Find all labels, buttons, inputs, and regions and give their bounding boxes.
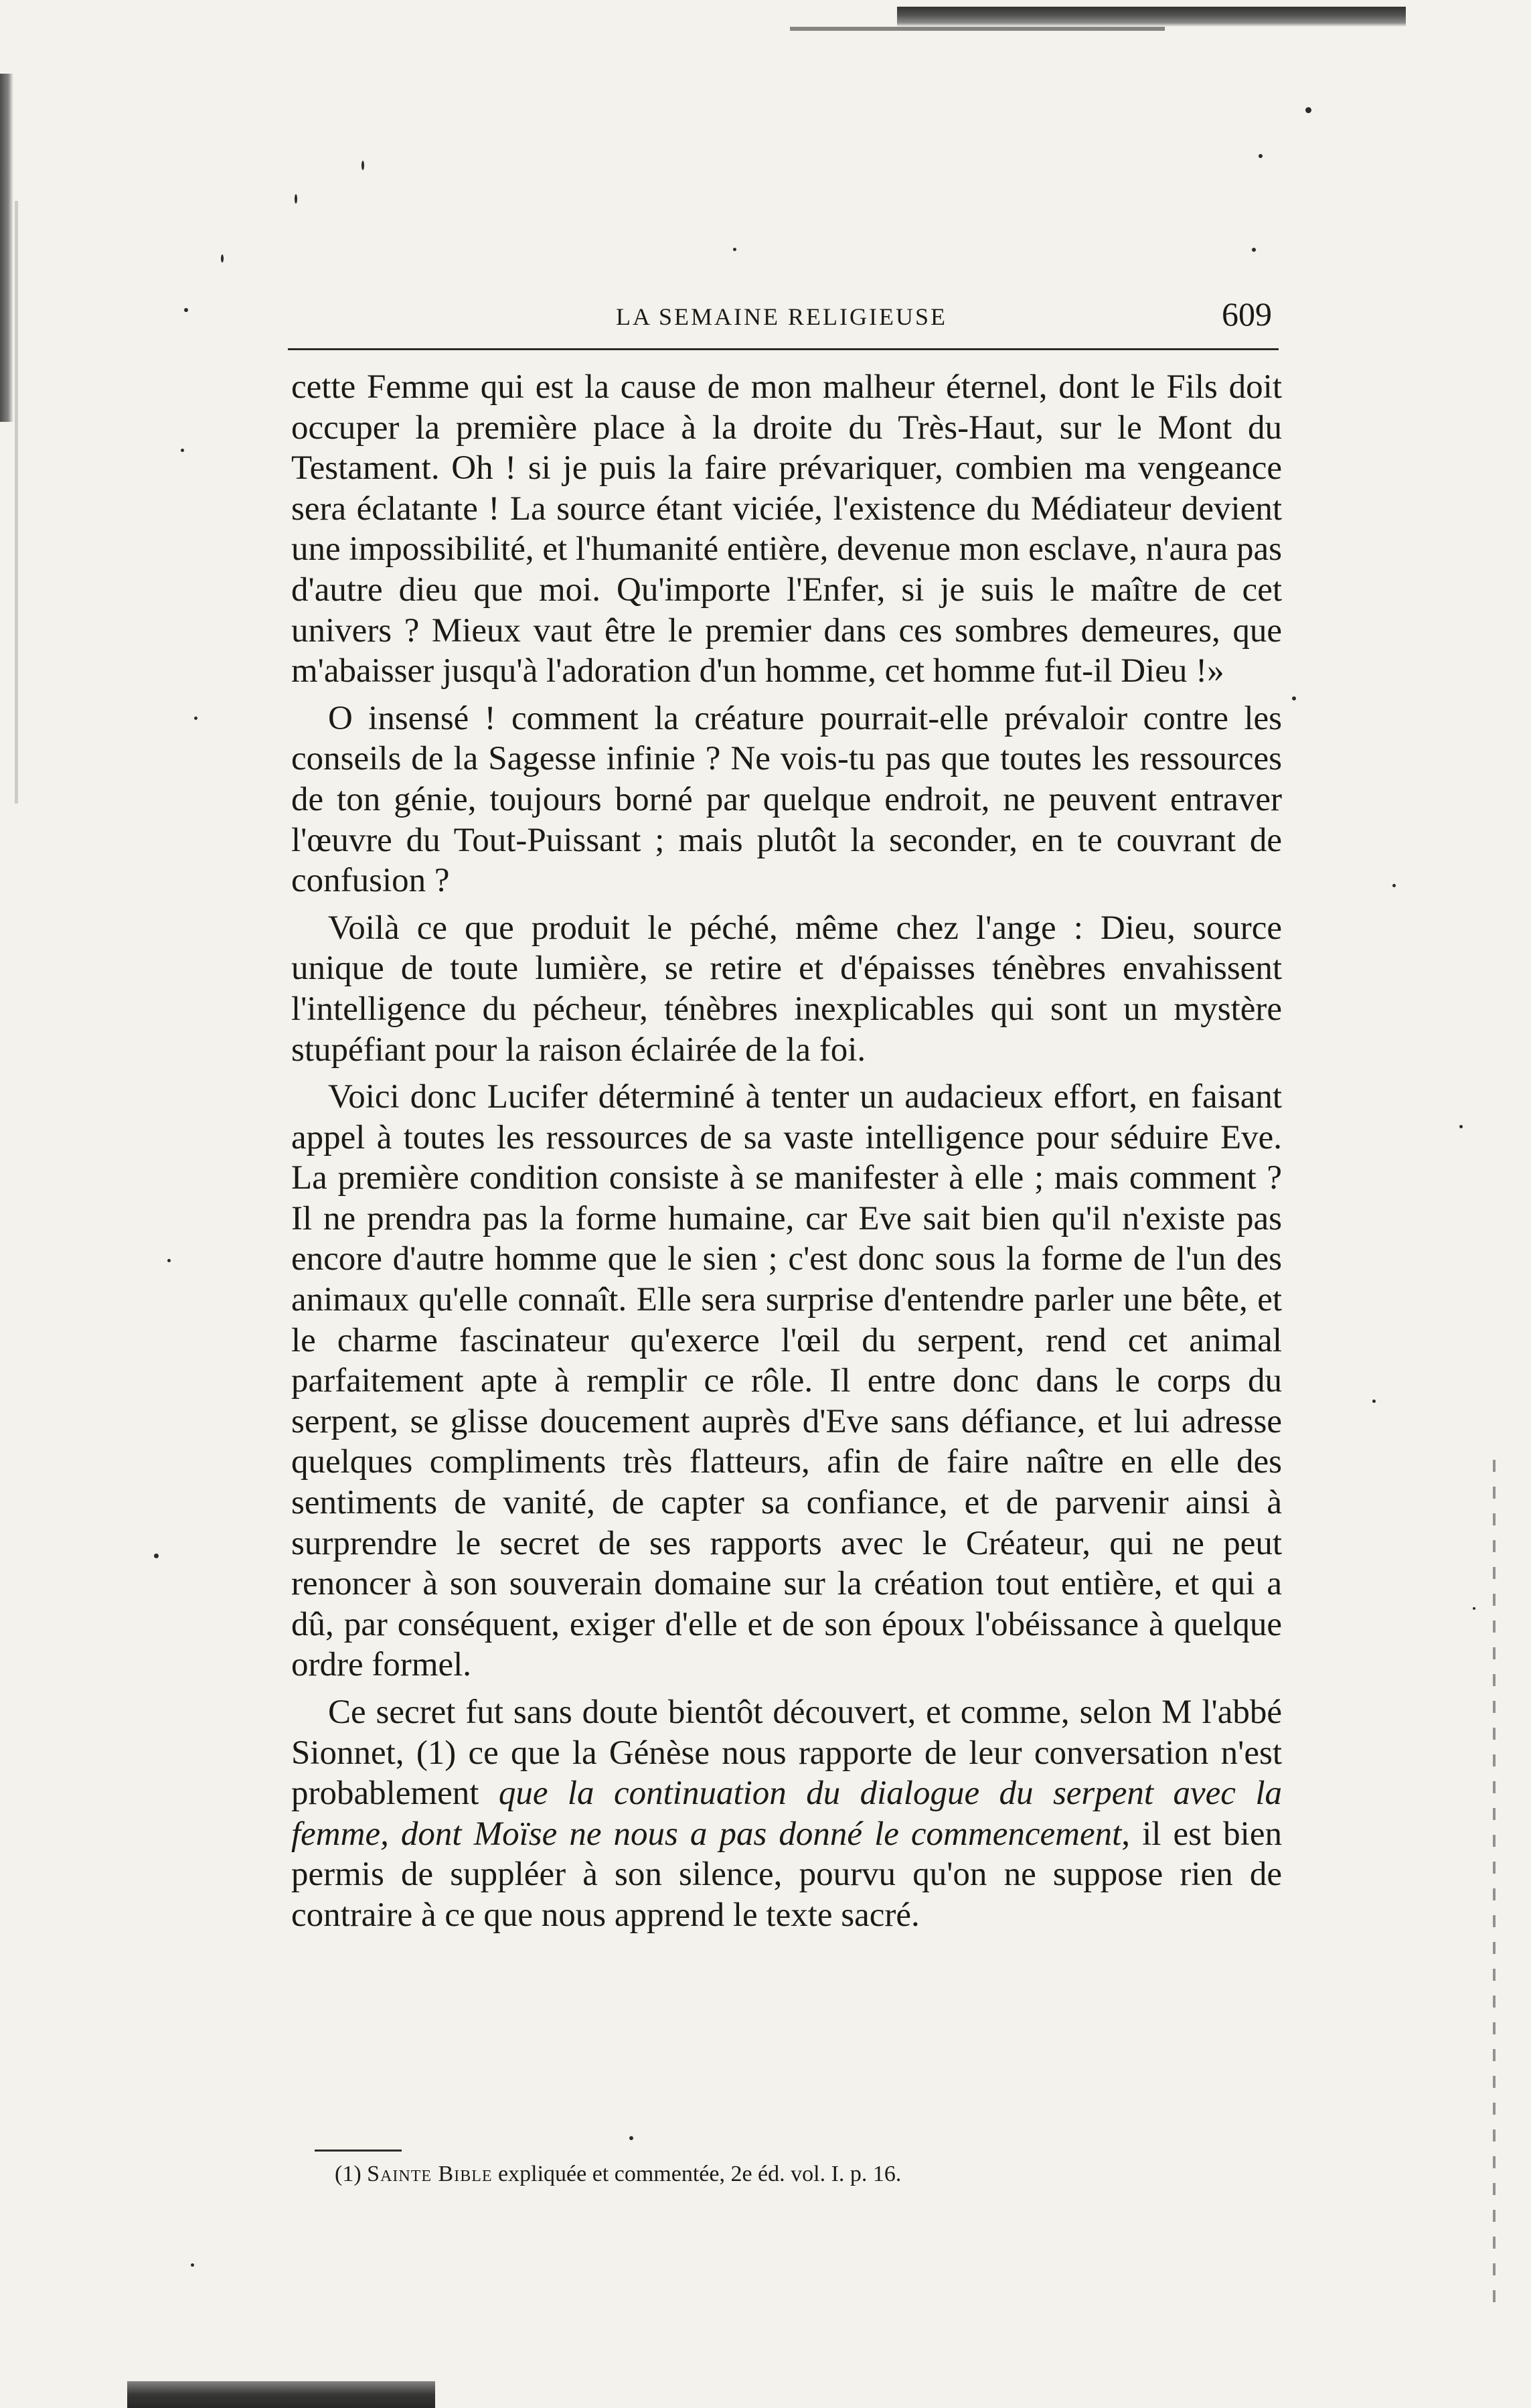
page-number: 609 bbox=[1222, 295, 1272, 333]
footnote-book-title: Sainte Bible bbox=[367, 2162, 493, 2186]
paragraph-1: cette Femme qui est la cause de mon malheur éternel, dont le Fils doit occuper la première place à la droite du Très-Haut, sur le Mont du Testament. Oh ! si je puis la faire prévariquer, combien ma vengeance sera éclatante ! La source étant viciée, l'existence du Médiateur devient une impossibilité, et l'humanité entière, devenue mon esclave, n'aura pas d'autre dieu que moi. Qu'importe l'Enfer, si je suis le maître de cet univers ? Mieux vaut être le premier dans ces sombres demeures, que m'abaisser jusqu'à l'adoration d'un homme, cet homme fut-il Dieu !» bbox=[291, 368, 1282, 690]
running-header bbox=[288, 288, 1272, 342]
paragraph-4: Voici donc Lucifer déterminé à tenter un audacieux effort, en faisant appel à toutes les ressources de sa vaste intelligence pour séduire Eve. La première condition consiste à se manifester à elle ; mais comment ? Il ne prendra pas la forme humaine, car Eve sait bien qu'il n'existe pas encore d'autre homme que le sien ; c'est donc sous la forme de l'un des animaux qu'elle connaît. Elle sera surprise d'entendre parler une bête, et le charme fascinateur qu'exerce l'œil du serpent, rend cet animal parfaitement apte à remplir ce rôle. Il entre donc dans le corps du serpent, se glisse doucement auprès d'Eve sans défiance, et lui adresse quelques compliments très flatteurs, afin de faire naître en elle des sentiments de vanité, de capter sa confiance, et de parvenir ainsi à surprendre le secret de ses rapports avec le Créateur, qui ne peut renoncer à son souverain domaine sur la création tout entière, et qui a dû, par conséquent, exiger d'elle et de son époux l'obéissance à quelque ordre formel. bbox=[291, 1078, 1282, 1684]
scan-artifact-left-edge bbox=[0, 74, 13, 422]
journal-title: LA SEMAINE RELIGIEUSE bbox=[616, 303, 947, 330]
paragraph-5-quote: que la continuation du dialogue du serpent avec la femme, dont Moïse ne nous a pas donné le commencement bbox=[291, 1775, 1282, 1853]
scan-artifact-top bbox=[897, 7, 1406, 27]
paragraph-5-start: Ce secret fut sans doute bientôt découvert, et comme, selon M l'abbé Sionnet, (1) ce que la Génèse nous rapporte de leur conversation n'est probablement bbox=[291, 1694, 1282, 1813]
header-rule bbox=[288, 348, 1279, 350]
paragraph-2: O insensé ! comment la créature pourrait-elle prévaloir contre les conseils de la Sagesse infinie ? Ne vois-tu pas que toutes les ressources de ton génie, toujours borné par quelque endroit, ne peuvent entraver l'œuvre du Tout-Puissant ; mais plutôt la seconder, en te couvrant de confusion ? bbox=[291, 699, 1282, 900]
body-text bbox=[291, 367, 1282, 1943]
scan-artifact-right-edge bbox=[1493, 1460, 1496, 2317]
paragraph-5-end: , il est bien permis de suppléer à son silence, pourvu qu'on ne suppose rien de contraire à ce que nous apprend le texte sacré. bbox=[291, 1815, 1282, 1934]
footnote-rule bbox=[315, 2150, 402, 2152]
footnote-text: expliquée et commentée, 2e éd. vol. I. p. 16. bbox=[492, 2162, 902, 2186]
footnote bbox=[335, 2162, 1205, 2187]
paragraph-3: Voilà ce que produit le péché, même chez l'ange : Dieu, source unique de toute lumière, se retire et d'épaisses ténèbres envahissent l'intelligence du pécheur, ténèbres inexplicables qui sont un mystère stupéfiant pour la raison éclairée de la foi. bbox=[291, 909, 1282, 1069]
scan-artifact-top-thin bbox=[790, 27, 1165, 31]
scan-artifact-left-line bbox=[15, 201, 18, 804]
scan-artifact-bottom bbox=[127, 2381, 435, 2408]
footnote-marker: (1) bbox=[335, 2162, 368, 2186]
paragraph-5 bbox=[291, 1692, 1282, 1936]
